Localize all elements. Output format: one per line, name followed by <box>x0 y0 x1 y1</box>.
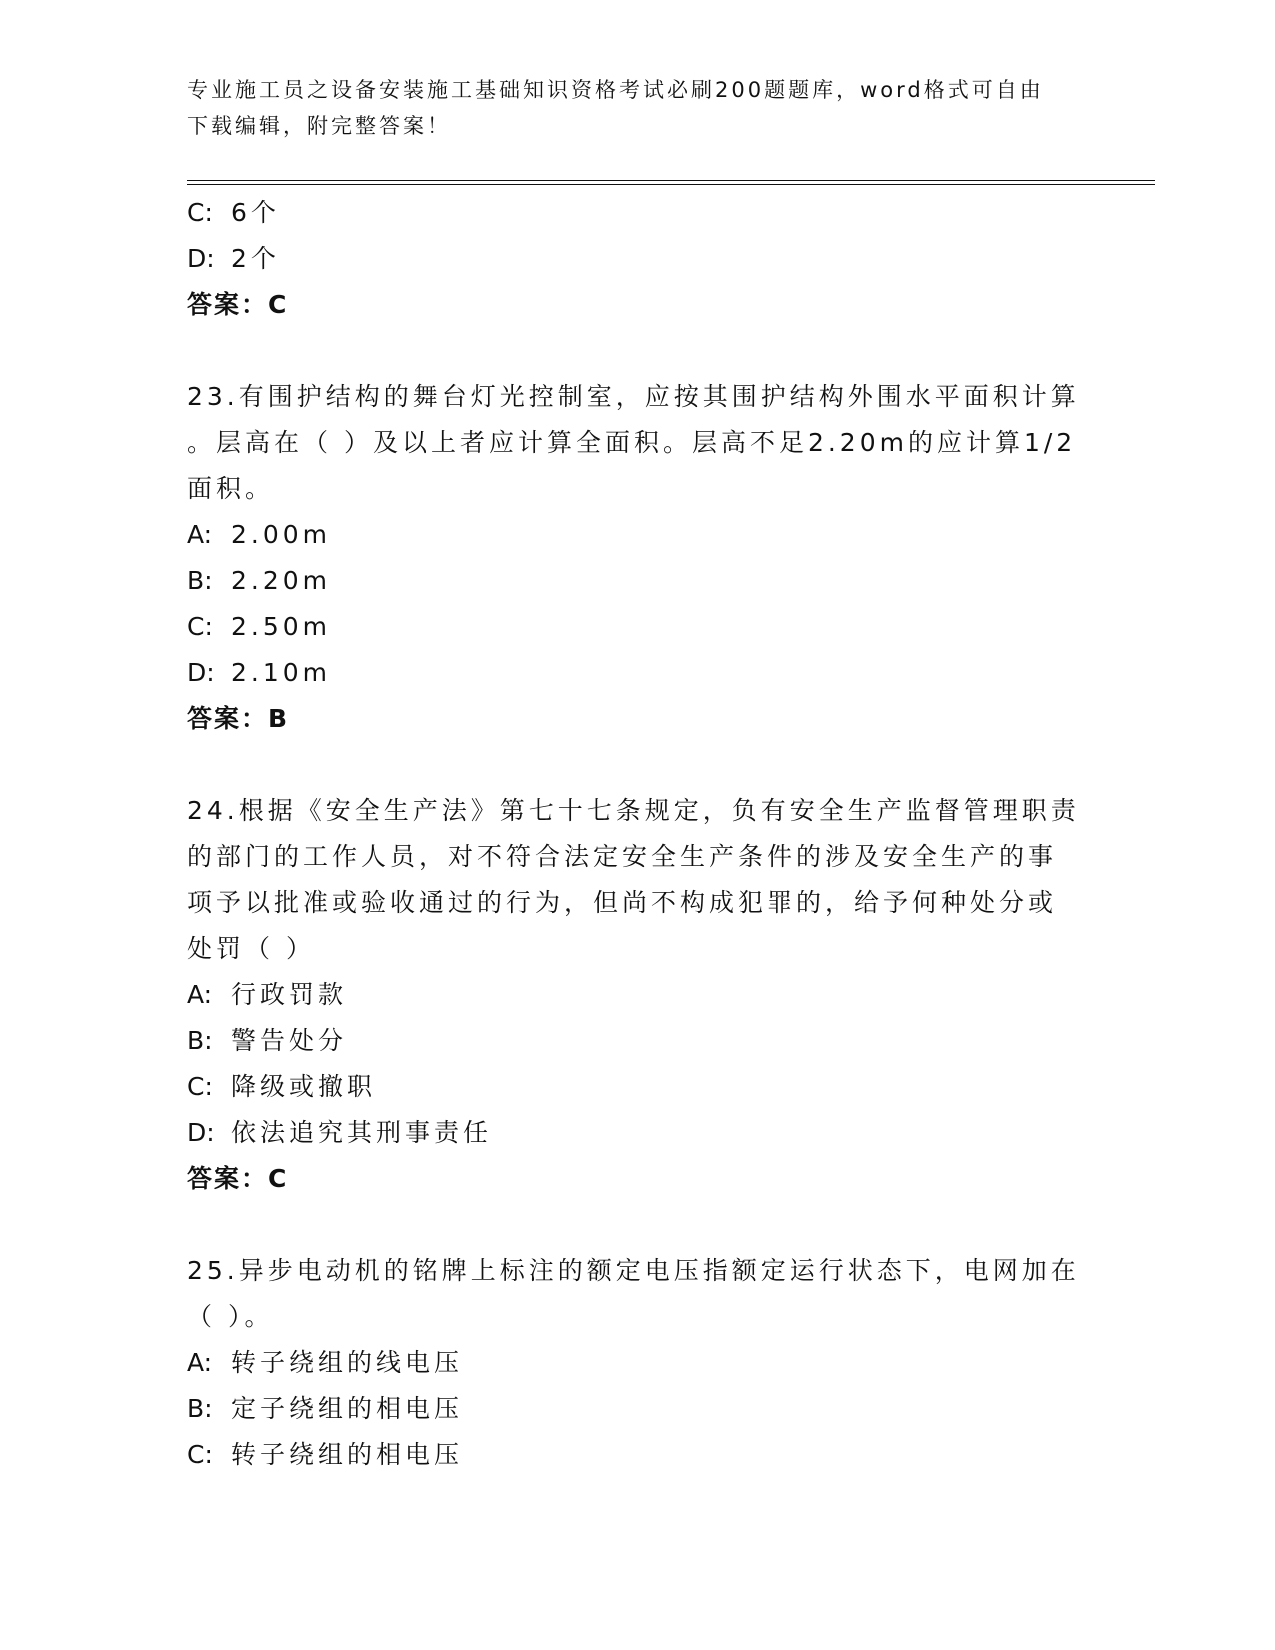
option-b <box>187 1386 1087 1432</box>
option-b <box>187 558 1087 604</box>
answer-line: 答案：B <box>187 704 290 733</box>
question-continuation <box>187 190 1087 328</box>
header-rule-thick <box>187 180 1155 181</box>
option-letter: A: <box>187 520 213 549</box>
option-d <box>187 650 1087 696</box>
header-line: 下载编辑，附完整答案！ <box>187 114 451 138</box>
option-letter: B: <box>187 566 213 595</box>
spacer <box>187 742 1087 788</box>
option-text: 2个 <box>231 244 280 273</box>
option-a <box>187 512 1087 558</box>
option-text: 行政罚款 <box>231 980 348 1009</box>
option-letter: D: <box>187 1118 215 1147</box>
option-letter: D: <box>187 244 215 273</box>
option-letter: C: <box>187 1072 213 1101</box>
question-stem-line: 的部门的工作人员，对不符合法定安全生产条件的涉及安全生产的事 <box>187 842 1058 871</box>
document-body <box>187 190 1087 1478</box>
question-24 <box>187 788 1087 1202</box>
question-stem-line: 。层高在（ ）及以上者应计算全面积。层高不足2.20m的应计算1/2 <box>187 428 1077 457</box>
answer-line: 答案：C <box>187 1164 289 1193</box>
question-stem-line: 23.有围护结构的舞台灯光控制室，应按其围护结构外围水平面积计算 <box>187 382 1080 411</box>
question-23 <box>187 374 1087 742</box>
option-text: 2.20m <box>231 566 332 595</box>
option-c <box>187 1432 1087 1478</box>
option-letter: D: <box>187 658 215 687</box>
option-letter: C: <box>187 1440 213 1469</box>
option-text: 2.00m <box>231 520 332 549</box>
question-stem-line: 项予以批准或验收通过的行为，但尚不构成犯罪的，给予何种处分或 <box>187 888 1058 917</box>
question-stem-line: 面积。 <box>187 474 275 503</box>
option-text: 转子绕组的相电压 <box>231 1440 464 1469</box>
option-b <box>187 1018 1087 1064</box>
option-text: 2.50m <box>231 612 332 641</box>
option-d <box>187 1110 1087 1156</box>
option-letter: B: <box>187 1394 213 1423</box>
question-stem-line: 处罚（ ） <box>187 934 315 963</box>
option-letter: C: <box>187 612 213 641</box>
document-header <box>187 72 1087 144</box>
question-stem-line: 24.根据《安全生产法》第七十七条规定，负有安全生产监督管理职责 <box>187 796 1080 825</box>
option-text: 转子绕组的线电压 <box>231 1348 464 1377</box>
option-text: 降级或撤职 <box>231 1072 377 1101</box>
header-rule-thin <box>187 184 1155 185</box>
option-a <box>187 1340 1087 1386</box>
option-c <box>187 604 1087 650</box>
spacer <box>187 1202 1087 1248</box>
option-text: 警告处分 <box>231 1026 348 1055</box>
option-letter: A: <box>187 980 213 1009</box>
option-c <box>187 190 1087 236</box>
option-letter: B: <box>187 1026 213 1055</box>
question-stem-line: 25.异步电动机的铭牌上标注的额定电压指额定运行状态下，电网加在 <box>187 1256 1080 1285</box>
option-d <box>187 236 1087 282</box>
option-a <box>187 972 1087 1018</box>
answer-line: 答案：C <box>187 290 289 319</box>
option-text: 依法追究其刑事责任 <box>231 1118 493 1147</box>
option-letter: A: <box>187 1348 213 1377</box>
question-25 <box>187 1248 1087 1478</box>
option-text: 定子绕组的相电压 <box>231 1394 464 1423</box>
option-text: 6个 <box>231 198 280 227</box>
option-c <box>187 1064 1087 1110</box>
question-stem-line: （ ）。 <box>187 1302 274 1331</box>
header-line: 专业施工员之设备安装施工基础知识资格考试必刷200题题库，word格式可自由 <box>187 78 1044 102</box>
option-letter: C: <box>187 198 213 227</box>
option-text: 2.10m <box>231 658 332 687</box>
spacer <box>187 328 1087 374</box>
